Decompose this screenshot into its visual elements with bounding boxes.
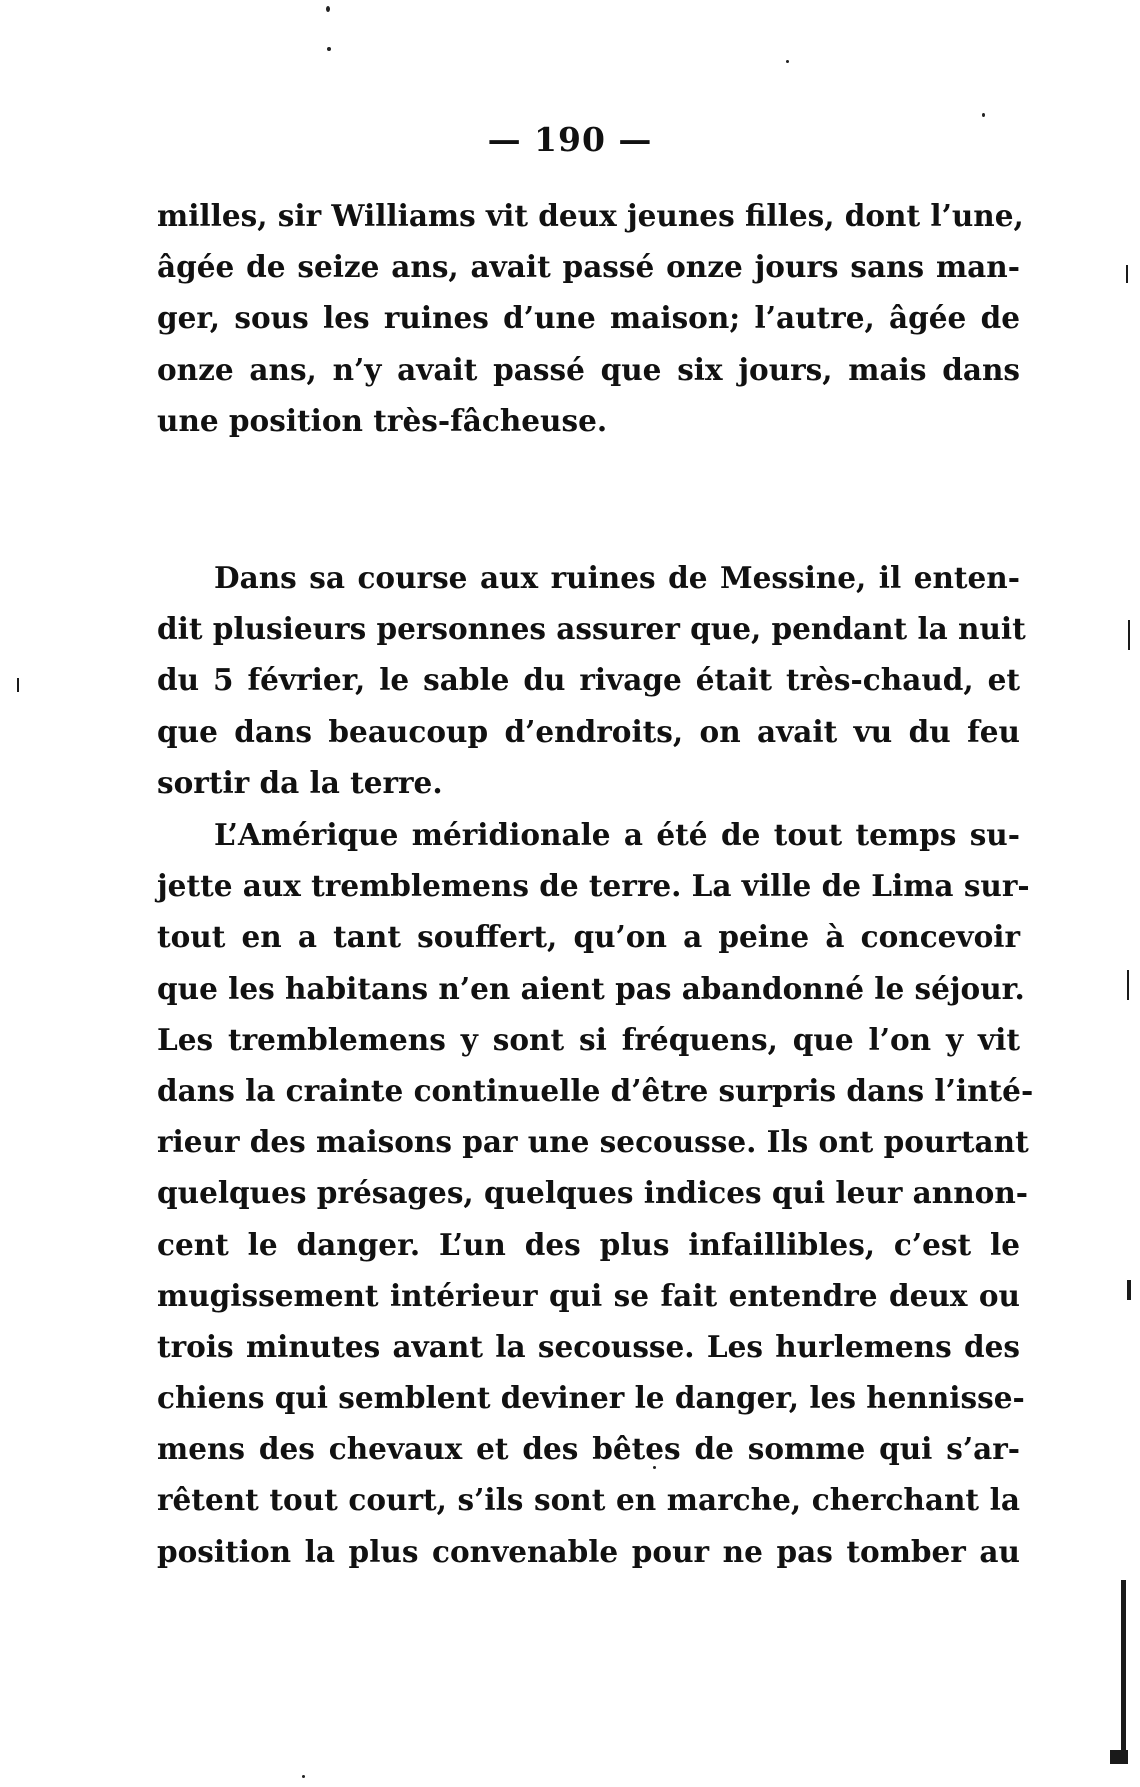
- text-line: ger, sous les ruines d’une maison; l’autre, âgée de: [157, 300, 1020, 336]
- text-line: cent le danger. L’un des plus infaillibles, c’est le: [157, 1226, 1020, 1262]
- text-line: âgée de seize ans, avait passé onze jours sans man-: [157, 249, 1020, 285]
- text-line: rieur des maisons par une secousse. Ils ont pourtant: [157, 1124, 1029, 1160]
- scan-edge-mark: [1127, 970, 1129, 1000]
- text-line: mugissement intérieur qui se fait entendre deux ou: [157, 1277, 1020, 1313]
- page-number: — 190 —: [487, 120, 653, 159]
- scan-edge-mark: [1126, 265, 1128, 283]
- text-line: que les habitans n’en aient pas abandonné le séjour.: [157, 970, 1025, 1006]
- scan-edge-mark: [1110, 1750, 1128, 1764]
- text-line: une position très-fâcheuse.: [157, 402, 608, 438]
- text-line: mens des chevaux et des bêtes de somme qui s’ar-: [157, 1431, 1020, 1467]
- scan-speck: [653, 1466, 656, 1469]
- scan-speck: [327, 47, 331, 51]
- text-line: quelques présages, quelques indices qui leur annon-: [157, 1175, 1029, 1211]
- text-line: Dans sa course aux ruines de Messine, il enten-: [214, 560, 1020, 595]
- paragraph-1: [157, 190, 1024, 446]
- paragraph-3: [157, 809, 1034, 1577]
- scan-edge-mark: [1121, 1580, 1126, 1760]
- paragraph-2: [157, 552, 1026, 808]
- text-line: milles, sir Williams vit deux jeunes filles, dont l’une,: [157, 198, 1024, 233]
- scan-speck: [302, 1775, 305, 1778]
- scan-speck: [982, 113, 985, 117]
- text-line: trois minutes avant la secousse. Les hurlemens des: [157, 1328, 1020, 1364]
- scan-speck: [326, 6, 330, 12]
- text-line: onze ans, n’y avait passé que six jours, mais dans: [157, 351, 1020, 387]
- text-line: du 5 février, le sable du rivage était très-chaud, et: [157, 662, 1020, 698]
- text-line: Les tremblemens y sont si fréquens, que l’on y vit: [157, 1021, 1020, 1057]
- text-line: dit plusieurs personnes assurer que, pendant la nuit: [157, 611, 1026, 647]
- scan-speck: [786, 60, 789, 63]
- scan-edge-mark: [17, 678, 19, 692]
- scan-edge-mark: [1128, 620, 1130, 650]
- text-line: jette aux tremblemens de terre. La ville de Lima sur-: [157, 868, 1030, 904]
- text-line: sortir da la terre.: [157, 764, 443, 800]
- text-line: rêtent tout court, s’ils sont en marche, cherchant la: [157, 1482, 1020, 1518]
- text-line: position la plus convenable pour ne pas tomber au: [157, 1533, 1020, 1569]
- text-line: que dans beaucoup d’endroits, on avait vu du feu: [157, 713, 1020, 749]
- text-line: dans la crainte continuelle d’être surpris dans l’inté-: [157, 1072, 1034, 1108]
- text-line: L’Amérique méridionale a été de tout temps su-: [214, 817, 1020, 852]
- text-line: tout en a tant souffert, qu’on a peine à concevoir: [157, 919, 1020, 955]
- scan-edge-mark: [1127, 1280, 1131, 1300]
- text-line: chiens qui semblent deviner le danger, les hennisse-: [157, 1380, 1025, 1416]
